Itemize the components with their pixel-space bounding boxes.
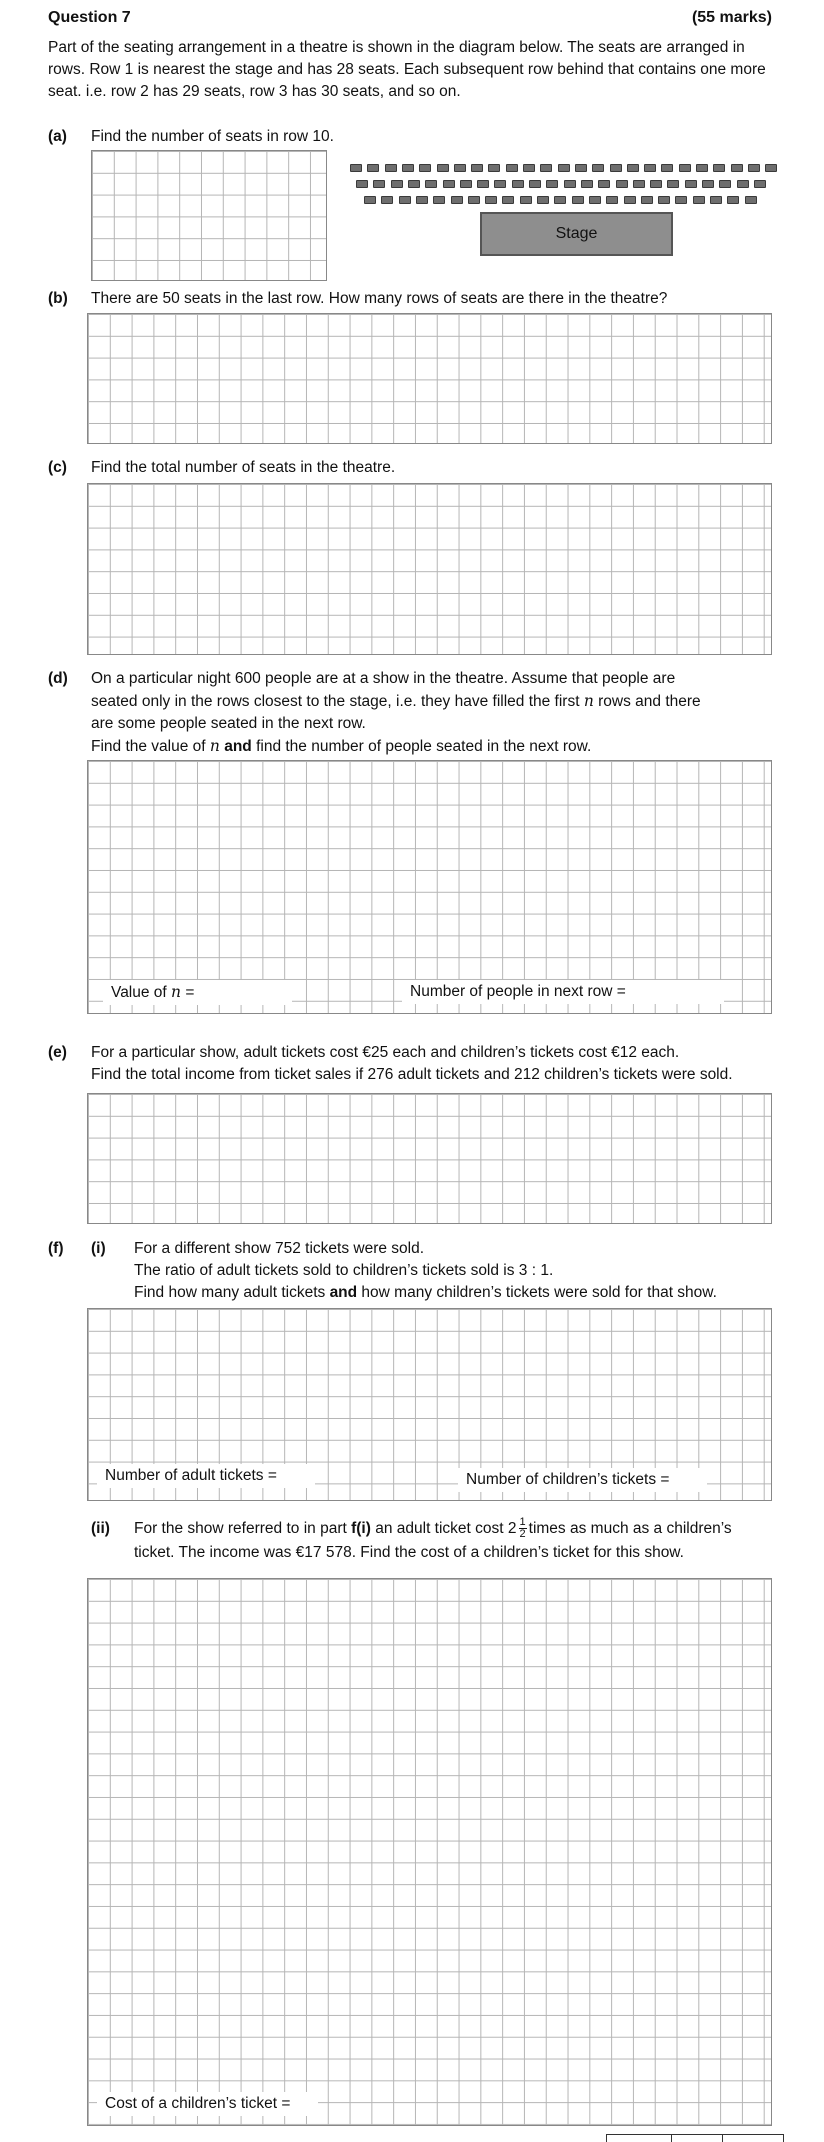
ans-label: Number of children’s tickets = bbox=[466, 1471, 670, 1488]
seat bbox=[598, 180, 610, 188]
seat bbox=[575, 164, 587, 172]
part-f-ii-text bbox=[134, 1516, 794, 1564]
seat bbox=[633, 180, 645, 188]
answer-value-n[interactable] bbox=[103, 980, 292, 1005]
var-n: n bbox=[171, 983, 182, 1001]
seat bbox=[494, 180, 506, 188]
seat bbox=[745, 196, 757, 204]
question-marks: (55 marks) bbox=[691, 9, 772, 26]
part-e-text bbox=[91, 1042, 791, 1086]
seat bbox=[589, 196, 601, 204]
seat bbox=[350, 164, 362, 172]
answer-grid-c[interactable] bbox=[87, 483, 772, 655]
seat bbox=[572, 196, 584, 204]
stage-label: Stage bbox=[555, 225, 598, 242]
seat bbox=[454, 164, 466, 172]
part-c-text: Find the total number of seats in the theatre. bbox=[91, 459, 396, 476]
ans-label: Cost of a children’s ticket = bbox=[105, 2095, 291, 2112]
seat bbox=[685, 180, 697, 188]
part-f-ii-line1-bold: f(i) bbox=[351, 1520, 371, 1537]
seat bbox=[425, 180, 437, 188]
seat bbox=[693, 196, 705, 204]
part-f-i-label: (i) bbox=[91, 1240, 106, 1257]
footer-cell bbox=[671, 2134, 723, 2142]
answer-grid-e[interactable] bbox=[87, 1093, 772, 1224]
seat bbox=[468, 196, 480, 204]
seat bbox=[523, 164, 535, 172]
seat bbox=[650, 180, 662, 188]
seat bbox=[592, 164, 604, 172]
seat bbox=[616, 180, 628, 188]
part-f-i-line3-pre: Find how many adult tickets bbox=[134, 1284, 330, 1301]
seat bbox=[546, 180, 558, 188]
part-f-i-line3-post: how many children’s tickets were sold for that show. bbox=[357, 1284, 717, 1301]
seat bbox=[719, 180, 731, 188]
seat bbox=[460, 180, 472, 188]
part-b-label: (b) bbox=[48, 290, 68, 307]
part-f-ii-line1-pre: For the show referred to in part bbox=[134, 1520, 352, 1537]
seat bbox=[399, 196, 411, 204]
footer-cell bbox=[722, 2134, 784, 2142]
stage-box bbox=[480, 212, 673, 256]
seat bbox=[385, 164, 397, 172]
seat bbox=[731, 164, 743, 172]
seat bbox=[419, 164, 431, 172]
var-n: n bbox=[209, 737, 220, 755]
seat bbox=[702, 180, 714, 188]
part-f-i-text bbox=[134, 1238, 794, 1304]
question-intro: Part of the seating arrangement in a theatre is shown in the diagram below. The seats are arranged in rows. Row 1 is nearest the stage and has 28 seats. Each subsequent row behind that contains one more seat. i.e. row 2 has 29 seats, row 3 has 30 seats, and so on. bbox=[48, 39, 766, 100]
answer-grid-d[interactable] bbox=[87, 760, 772, 1014]
seat bbox=[675, 196, 687, 204]
seat bbox=[506, 164, 518, 172]
answer-people-next-row[interactable] bbox=[402, 980, 724, 1004]
part-f-ii-line1-mid: an adult ticket cost 2 bbox=[370, 1520, 517, 1537]
seat bbox=[512, 180, 524, 188]
part-f-ii-line1 bbox=[134, 1516, 794, 1542]
seat bbox=[610, 164, 622, 172]
seat bbox=[606, 196, 618, 204]
seat bbox=[529, 180, 541, 188]
seat bbox=[737, 180, 749, 188]
seating-diagram bbox=[350, 158, 800, 213]
ans-label: Value of bbox=[111, 984, 172, 1001]
answer-grid-b[interactable] bbox=[87, 313, 772, 444]
part-f-ii-label: (ii) bbox=[91, 1520, 110, 1537]
seat bbox=[367, 164, 379, 172]
answer-children-tickets[interactable] bbox=[458, 1468, 707, 1492]
part-d-line2-post: rows and there bbox=[593, 693, 701, 710]
seat bbox=[402, 164, 414, 172]
seat bbox=[679, 164, 691, 172]
seat bbox=[667, 180, 679, 188]
seat bbox=[408, 180, 420, 188]
part-d-line3: are some people seated in the next row. bbox=[91, 715, 366, 732]
seat bbox=[727, 196, 739, 204]
part-f-i-line1: For a different show 752 tickets were sold. bbox=[134, 1240, 425, 1257]
part-f-i-line3 bbox=[134, 1282, 794, 1304]
var-n: n bbox=[583, 692, 594, 710]
seat bbox=[540, 164, 552, 172]
part-d-line1: On a particular night 600 people are at a show in the theatre. Assume that people are bbox=[91, 670, 676, 687]
footer-cell bbox=[606, 2134, 672, 2142]
seat bbox=[581, 180, 593, 188]
seat bbox=[537, 196, 549, 204]
seat bbox=[391, 180, 403, 188]
part-f-ii-line1-post: times as much as a children’s bbox=[528, 1520, 732, 1537]
part-f-i-line3-bold: and bbox=[329, 1284, 358, 1301]
part-a-label: (a) bbox=[48, 128, 67, 145]
question-title: Question 7 bbox=[48, 9, 131, 26]
seat bbox=[437, 164, 449, 172]
seat bbox=[381, 196, 393, 204]
seat bbox=[696, 164, 708, 172]
ans-label: Number of adult tickets = bbox=[105, 1467, 277, 1484]
ans-label: Number of people in next row = bbox=[410, 983, 626, 1000]
seat bbox=[356, 180, 368, 188]
answer-child-ticket-cost[interactable] bbox=[97, 2092, 318, 2116]
seat bbox=[754, 180, 766, 188]
answer-adult-tickets[interactable] bbox=[97, 1464, 315, 1488]
seat bbox=[710, 196, 722, 204]
part-d-label: (d) bbox=[48, 670, 68, 687]
seat bbox=[641, 196, 653, 204]
fraction-denominator: 2 bbox=[519, 1528, 526, 1541]
seat bbox=[658, 196, 670, 204]
seat bbox=[564, 180, 576, 188]
seat bbox=[624, 196, 636, 204]
part-c-label: (c) bbox=[48, 459, 67, 476]
part-f-ii-line2: ticket. The income was €17 578. Find the cost of a children’s ticket for this show. bbox=[134, 1544, 684, 1561]
part-d-line4-pre: Find the value of bbox=[91, 738, 210, 755]
part-b-text: There are 50 seats in the last row. How many rows of seats are there in the theatre? bbox=[91, 290, 668, 307]
part-d-line4-bold: and bbox=[219, 738, 257, 755]
part-e-label: (e) bbox=[48, 1044, 67, 1061]
seat bbox=[713, 164, 725, 172]
part-d-line4-post: find the number of people seated in the next row. bbox=[256, 738, 592, 755]
part-e-line1: For a particular show, adult tickets cost €25 each and children’s tickets cost €12 each. bbox=[91, 1044, 680, 1061]
answer-grid-f-ii[interactable] bbox=[87, 1578, 772, 2126]
seat bbox=[471, 164, 483, 172]
seat bbox=[416, 196, 428, 204]
seat bbox=[451, 196, 463, 204]
seat bbox=[627, 164, 639, 172]
fraction-one-half bbox=[519, 1517, 527, 1540]
seat bbox=[443, 180, 455, 188]
seat bbox=[433, 196, 445, 204]
seat bbox=[558, 164, 570, 172]
answer-grid-a[interactable] bbox=[91, 150, 327, 281]
seat bbox=[644, 164, 656, 172]
part-f-i-line2: The ratio of adult tickets sold to children’s tickets sold is 3 : 1. bbox=[134, 1262, 554, 1279]
part-d-line2 bbox=[91, 690, 781, 713]
part-f-label: (f) bbox=[48, 1240, 64, 1257]
part-d-line2-pre: seated only in the rows closest to the stage, i.e. they have filled the first bbox=[91, 693, 584, 710]
seat bbox=[748, 164, 760, 172]
fraction-numerator: 1 bbox=[519, 1516, 526, 1529]
seat bbox=[502, 196, 514, 204]
seat bbox=[373, 180, 385, 188]
seat bbox=[661, 164, 673, 172]
seat bbox=[520, 196, 532, 204]
part-d-text bbox=[91, 668, 781, 758]
seat bbox=[765, 164, 777, 172]
seat bbox=[364, 196, 376, 204]
ans-eq: = bbox=[181, 984, 195, 1001]
seat bbox=[488, 164, 500, 172]
part-e-line2: Find the total income from ticket sales if 276 adult tickets and 212 children’s tickets were sold. bbox=[91, 1066, 733, 1083]
seat bbox=[477, 180, 489, 188]
part-a-text: Find the number of seats in row 10. bbox=[91, 128, 334, 145]
seat bbox=[485, 196, 497, 204]
part-d-line4 bbox=[91, 735, 781, 758]
seat bbox=[554, 196, 566, 204]
